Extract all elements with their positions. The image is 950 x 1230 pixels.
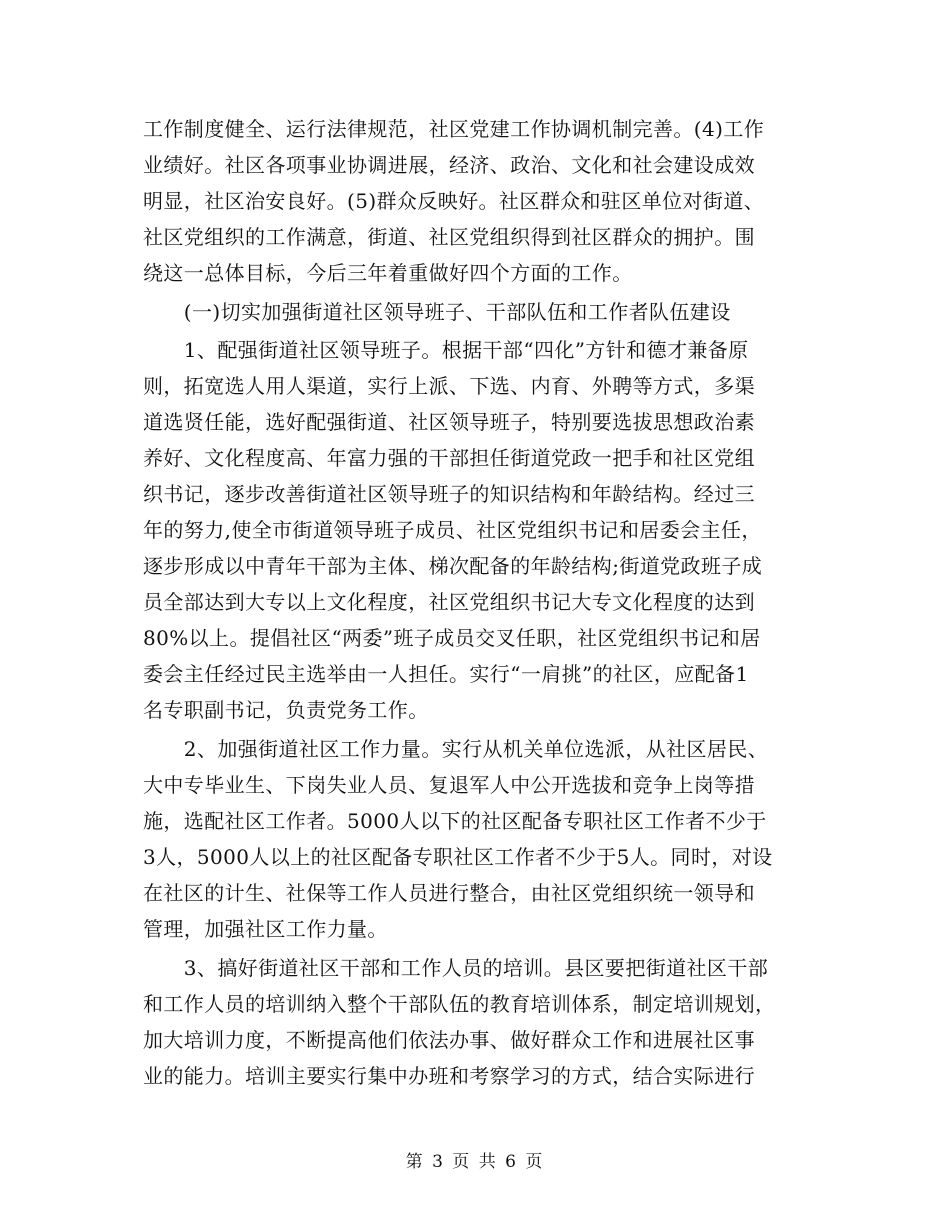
- body-text-line: 年的努力,使全市街道领导班子成员、社区党组织书记和居委会主任，: [143, 518, 762, 542]
- body-text-line: 则，拓宽选人用人渠道，实行上派、下选、内育、外聘等方式，多渠: [143, 374, 755, 398]
- body-text-line: 施，选配社区工作者。5000人以下的社区配备专职社区工作者不少于: [143, 809, 767, 833]
- body-text-line: 养好、文化程度高、年富力强的干部担任街道党政一把手和社区党组: [143, 446, 755, 470]
- body-text-line: 80%以上。提倡社区“两委”班子成员交叉任职，社区党组织书记和居: [143, 626, 761, 650]
- body-text-line: 工作制度健全、运行法律规范，社区党建工作协调机制完善。(4)工作: [143, 117, 765, 141]
- body-text-line: 1、配强街道社区领导班子。根据干部“四化”方针和德才兼备原: [143, 338, 749, 362]
- body-text-line: 加大培训力度，不断提高他们依法办事、做好群众工作和进展社区事: [143, 1028, 755, 1052]
- body-text-line: 明显，社区治安良好。(5)群众反映好。社区群众和驻区单位对街道、: [143, 189, 765, 213]
- body-text-line: 委会主任经过民主选举由一人担任。实行“一肩挑”的社区，应配备1: [143, 662, 749, 686]
- body-text-line: 业绩好。社区各项事业协调进展，经济、政治、文化和社会建设成效: [143, 153, 755, 177]
- body-text-line: 3、搞好街道社区干部和工作人员的培训。县区要把街道社区干部: [143, 956, 769, 980]
- body-text-line: 和工作人员的培训纳入整个干部队伍的教育培训体系，制定培训规划，: [143, 992, 776, 1016]
- body-text-line: 绕这一总体目标，今后三年着重做好四个方面的工作。: [143, 261, 633, 285]
- body-text-line: 2、加强街道社区工作力量。实行从机关单位选派，从社区居民、: [143, 737, 769, 761]
- body-text-line: 名专职副书记，负责党务工作。: [143, 698, 429, 722]
- section-heading: (一)切实加强街道社区领导班子、干部队伍和工作者队伍建设: [143, 300, 731, 324]
- body-text-line: 逐步形成以中青年干部为主体、梯次配备的年龄结构;街道党政班子成: [143, 554, 763, 578]
- body-text-line: 员全部达到大专以上文化程度，社区党组织书记大专文化程度的达到: [143, 590, 755, 614]
- body-text-line: 管理，加强社区工作力量。: [143, 917, 388, 941]
- body-text-line: 织书记，逐步改善街道社区领导班子的知识结构和年龄结构。经过三: [143, 482, 755, 506]
- page-number-footer: 第 3 页 共 6 页: [405, 1152, 545, 1172]
- body-text-line: 道选贤任能，选好配强街道、社区领导班子，特别要选拔思想政治素: [143, 410, 755, 434]
- body-text-line: 在社区的计生、社保等工作人员进行整合，由社区党组织统一领导和: [143, 881, 755, 905]
- body-text-line: 业的能力。培训主要实行集中办班和考察学习的方式，结合实际进行: [143, 1064, 755, 1088]
- body-text-line: 3人，5000人以上的社区配备专职社区工作者不少于5人。同时，对设: [143, 845, 773, 869]
- body-text-line: 社区党组织的工作满意，街道、社区党组织得到社区群众的拥护。围: [143, 225, 755, 249]
- body-text-line: 大中专毕业生、下岗失业人员、复退军人中公开选拔和竞争上岗等措: [143, 773, 755, 797]
